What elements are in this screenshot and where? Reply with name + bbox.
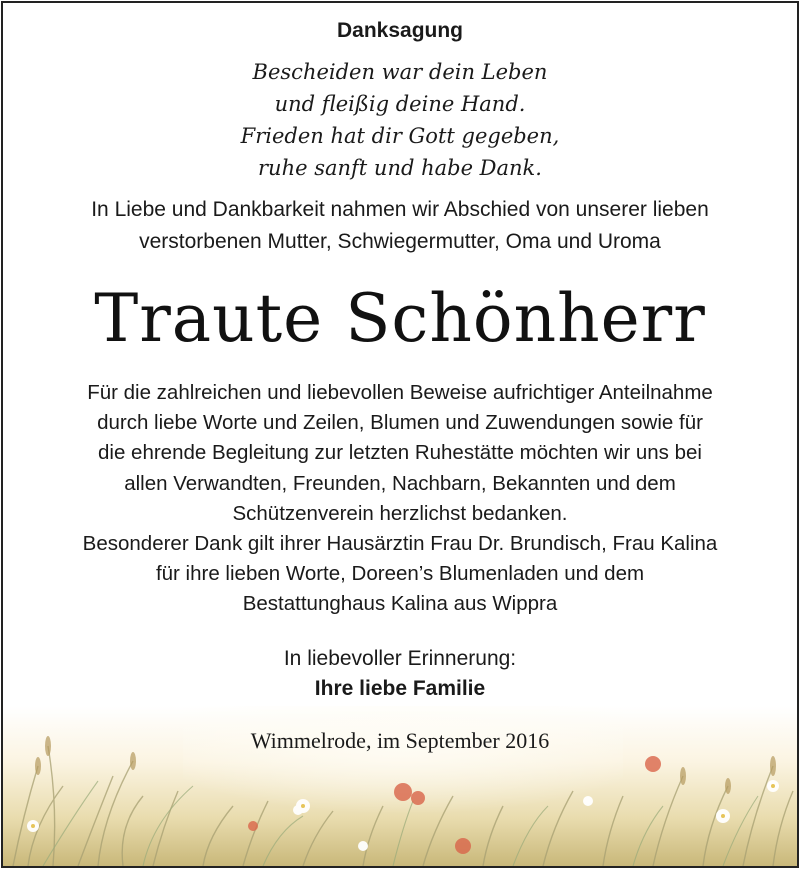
closing-line: In liebevoller Erinnerung: xyxy=(283,646,517,670)
thanks-line: allen Verwandten, Freunden, Nachbarn, Bekannten und dem xyxy=(124,471,676,495)
thanks-line: durch liebe Worte und Zeilen, Blumen und Zuwendungen sowie für xyxy=(97,411,703,435)
closing xyxy=(3,644,797,704)
thanks-text xyxy=(3,378,797,620)
notice-heading: Danksagung xyxy=(336,19,464,42)
thanks-line: Besonderer Dank gilt ihrer Hausärztin Frau Dr. Brundisch, Frau Kalina xyxy=(82,532,718,556)
poem-line: Bescheiden war dein Leben xyxy=(252,60,548,84)
deceased-name: Traute Schönherr xyxy=(94,280,706,357)
thanks-line: Bestattunghaus Kalina aus Wippra xyxy=(242,592,558,616)
poem xyxy=(3,56,797,184)
intro-text xyxy=(3,194,797,258)
poem-line: Frieden hat dir Gott gegeben, xyxy=(240,124,560,148)
poem-line: ruhe sanft und habe Dank. xyxy=(258,156,542,180)
thanks-line: für ihre lieben Worte, Doreen’s Blumenladen und dem xyxy=(155,562,645,586)
thanks-line: Für die zahlreichen und liebevollen Beweise aufrichtiger Anteilnahme xyxy=(87,381,713,404)
intro-line: verstorbenen Mutter, Schwiegermutter, Oma und Uroma xyxy=(139,230,661,253)
poem-line: und fleißig deine Hand. xyxy=(274,92,526,116)
thanks-line: die ehrende Begleitung zur letzten Ruhestätte möchten wir uns bei xyxy=(98,441,702,465)
obituary-notice xyxy=(3,3,797,866)
family-signature: Ihre liebe Familie xyxy=(314,676,486,700)
intro-line: In Liebe und Dankbarkeit nahmen wir Abschied von unserer lieben xyxy=(91,198,709,221)
thanks-line: Schützenverein herzlichst bedanken. xyxy=(232,501,568,525)
notice-content xyxy=(3,3,797,756)
place-and-date: Wimmelrode, im September 2016 xyxy=(250,727,550,753)
